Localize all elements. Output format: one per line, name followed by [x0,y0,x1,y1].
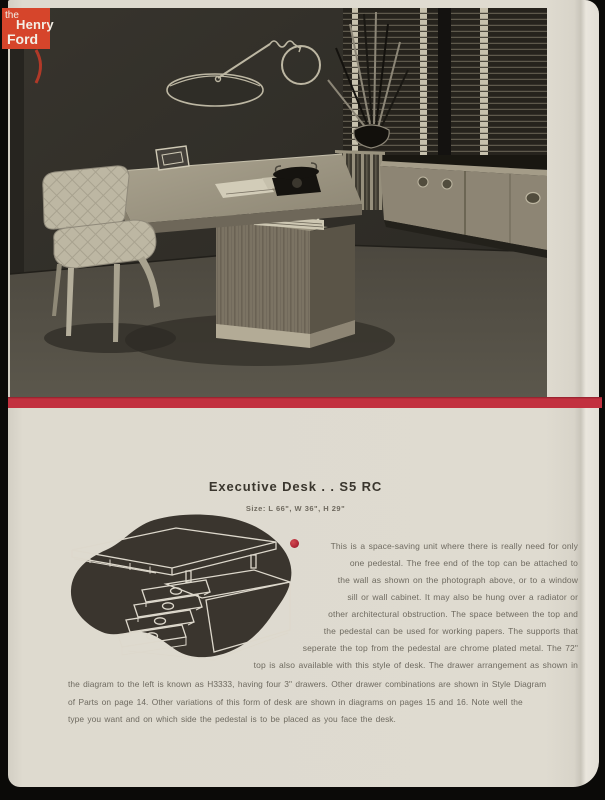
description-line: the pedestal can be used for working papers. The supports that [323,626,578,636]
description-line: sill or wall cabinet. It may also be hung over a radiator or [347,592,578,602]
red-divider-stripe [8,397,602,408]
office-photo [10,8,547,397]
size-spec: Size: L 66", W 36", H 29" [245,504,346,513]
logo-script-tail [30,49,48,92]
red-bullet [290,539,299,548]
description-line: This is a space-saving unit where there is really need for only [330,541,578,551]
logo-text-henry: Henry [16,17,54,32]
description-line: the wall as shown on the photograph above, or to a window [337,575,578,585]
picture-frame [156,146,189,170]
description-line: one pedestal. The free end of the top can be attached to [349,558,578,568]
logo-text-the: the [5,10,19,21]
description-line: other architectural obstruction. The space between the top and [328,609,578,619]
henry-ford-logo [2,8,54,49]
catalog-page [8,0,599,787]
description-line: the diagram to the left is known as H3333, having four 3" drawers. Other drawer combinations are shown in Style Diagram [68,679,547,689]
description-line: seperate the top from the pedestal are chrome plated metal. The 72" [302,643,578,653]
description-full-lines [68,676,588,729]
page-title: Executive Desk . . S5 RC [208,479,383,494]
description-wrapped-lines [178,538,578,674]
logo-text-ford: Ford [7,31,39,47]
description-line: type you want and on which side the pedestal is to be placed as you face the desk. [68,714,396,724]
description-line: top is also available with this style of desk. The drawer arrangement as shown in [253,660,578,670]
description-line: of Parts on page 14. Other variations of this form of desk are shown in diagrams on pages 15 and 16. Note well the [68,696,523,707]
